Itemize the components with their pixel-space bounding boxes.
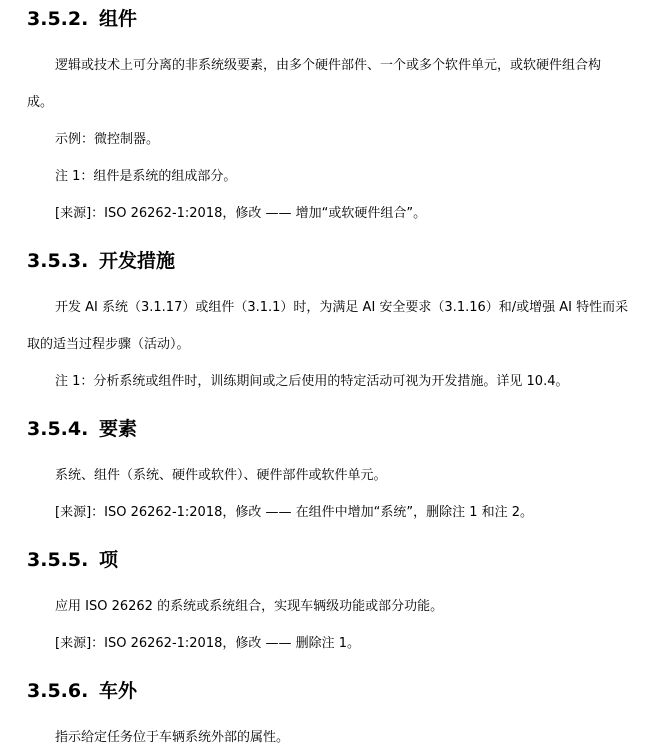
example-paragraph: 示例：微控制器。 bbox=[55, 132, 160, 147]
definition-continuation: 取的适当过程步骤（活动）。 bbox=[27, 337, 190, 352]
source-paragraph: [来源]：ISO 26262-1:2018，修改 —— 在组件中增加“系统”，删除注 1 和注 2。 bbox=[55, 505, 534, 520]
definition-continuation: 成。 bbox=[27, 95, 54, 110]
section-number: 3.5.5. bbox=[27, 549, 89, 571]
section-number: 3.5.2. bbox=[27, 8, 89, 30]
section-heading-3-5-6 bbox=[27, 679, 137, 703]
definition-paragraph: 逻辑或技术上可分离的非系统级要素，由多个硬件部件、一个或多个软件单元，或软硬件组合构 bbox=[55, 58, 602, 73]
section-heading-3-5-3 bbox=[27, 249, 175, 273]
section-heading-3-5-5 bbox=[27, 548, 118, 572]
definition-paragraph: 应用 ISO 26262 的系统或系统组合，实现车辆级功能或部分功能。 bbox=[55, 599, 444, 614]
section-number: 3.5.6. bbox=[27, 680, 89, 702]
section-heading-3-5-4 bbox=[27, 417, 137, 441]
section-heading-3-5-2 bbox=[27, 7, 137, 31]
definition-paragraph: 系统、组件（系统、硬件或软件）、硬件部件或软件单元。 bbox=[55, 468, 387, 483]
definition-paragraph: 指示给定任务位于车辆系统外部的属性。 bbox=[55, 730, 290, 745]
note-paragraph: 注 1：分析系统或组件时，训练期间或之后使用的特定活动可视为开发措施。详见 10.4。 bbox=[55, 374, 569, 389]
source-paragraph: [来源]：ISO 26262-1:2018，修改 —— 删除注 1。 bbox=[55, 636, 361, 651]
note-paragraph: 注 1：组件是系统的组成部分。 bbox=[55, 169, 237, 184]
section-title: 要素 bbox=[99, 418, 138, 440]
section-title: 开发措施 bbox=[99, 250, 176, 272]
section-title: 组件 bbox=[99, 8, 138, 30]
section-title: 项 bbox=[99, 549, 119, 571]
section-title: 车外 bbox=[99, 680, 138, 702]
section-number: 3.5.3. bbox=[27, 250, 89, 272]
definition-paragraph: 开发 AI 系统（3.1.17）或组件（3.1.1）时，为满足 AI 安全要求（3.1.16）和/或增强 AI 特性而采 bbox=[55, 300, 629, 315]
source-paragraph: [来源]：ISO 26262-1:2018，修改 —— 增加“或软硬件组合”。 bbox=[55, 206, 427, 221]
section-number: 3.5.4. bbox=[27, 418, 89, 440]
